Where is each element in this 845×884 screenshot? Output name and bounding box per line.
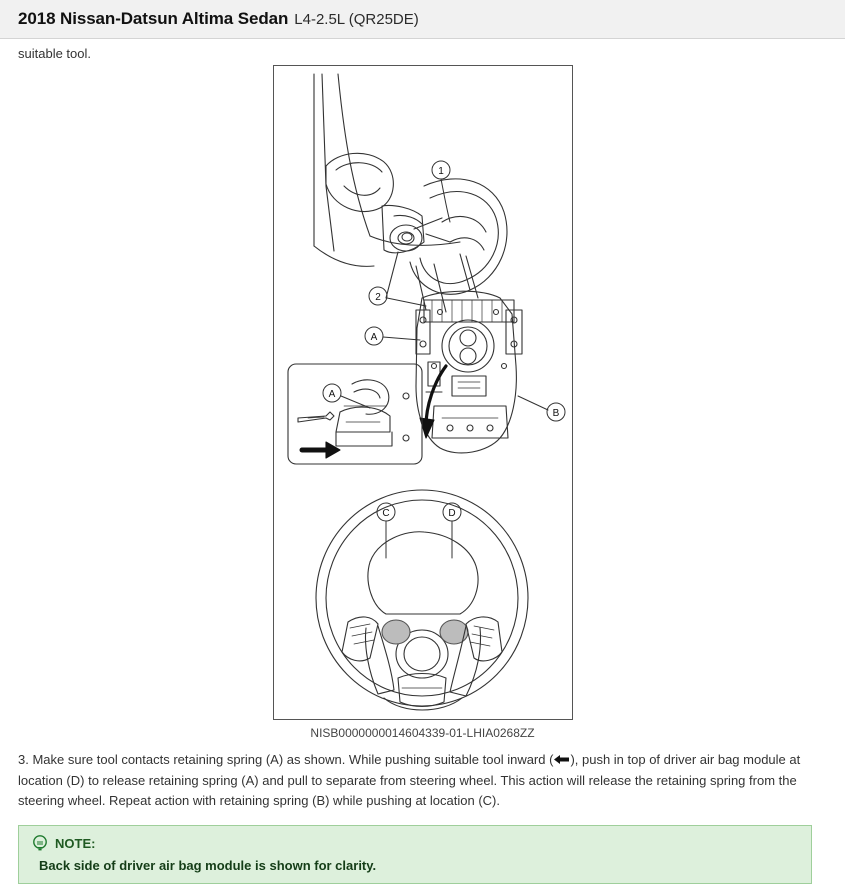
note-body: Back side of driver air bag module is shown for clarity. — [39, 858, 377, 873]
callout-b-label: B — [552, 408, 559, 419]
step-text-part1: 3. Make sure tool contacts retaining spring (A) as shown. While pushing suitable tool inward ( — [18, 752, 554, 767]
page-title: 2018 Nissan-Datsun Altima Sedan — [18, 9, 289, 28]
callout-1-label: 1 — [437, 166, 444, 177]
callout-a-inset-label: A — [328, 389, 335, 400]
callout-a-label: A — [370, 332, 377, 343]
airbag-removal-diagram — [274, 66, 572, 719]
lightbulb-icon — [31, 834, 49, 852]
lead-text: suitable tool. — [18, 46, 91, 61]
figure-wrapper — [18, 65, 827, 740]
callout-2-label: 2 — [374, 292, 381, 303]
document-content — [0, 46, 845, 884]
step-text-part2: ), push in top of driver air bag module at location (D) to release retaining spring (A) and pull to separate from steering wheel. This action will release the retaining spring from the steering wheel. Repeat action with retaining spring (B) while pushing at location (C). — [18, 752, 801, 808]
step-paragraph — [18, 750, 827, 811]
note-label: NOTE: — [55, 835, 96, 851]
figure-illustration — [273, 65, 573, 720]
callout-c-label: C — [381, 508, 390, 519]
page-header — [0, 0, 845, 39]
note-box — [18, 825, 812, 884]
callout-d-label: D — [447, 508, 456, 519]
figure-caption: NISB0000000014604339-01-LHIA0268ZZ — [310, 726, 535, 740]
page-subtitle: L4-2.5L (QR25DE) — [294, 10, 419, 28]
note-header — [31, 834, 799, 852]
left-arrow-icon — [553, 751, 570, 771]
